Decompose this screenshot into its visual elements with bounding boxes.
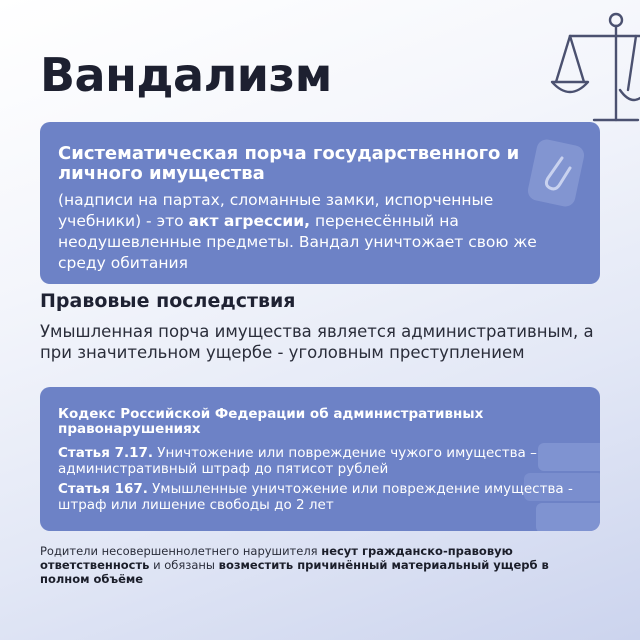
scales-icon: [548, 6, 640, 126]
code-heading: Кодекс Российской Федерации об административных правонарушениях: [58, 406, 484, 437]
article-item: Статья 7.17. Уничтожение или повреждение чужого имущества – административный штраф до пятисот рублей: [58, 445, 537, 477]
article-item: Статья 167. Умышленные уничтожение или повреждение имущества - штраф или лишение свободы до 2 лет: [58, 481, 573, 513]
definition-heading: Систематическая порча государственного и личного имущества: [58, 143, 520, 184]
parents-responsibility-note: Родители несовершеннолетнего нарушителя несут гражданско-правовую ответственность и обязаны возместить причинённый материальный ущерб в полном объёме: [40, 544, 549, 586]
code-card: [40, 387, 600, 531]
definition-card: [40, 122, 600, 284]
page-title: Вандализм: [40, 48, 332, 102]
definition-text: (надписи на партах, сломанные замки, испорченные учебники) - это акт агрессии, перенесённый на неодушевленные предметы. Вандал уничтожает свою же среду обитания: [58, 191, 537, 272]
legal-consequences-text: Умышленная порча имущества является административным, а при значительном ущербе - уголовным преступлением: [40, 322, 594, 362]
legal-consequences-heading: Правовые последствия: [40, 290, 296, 312]
aggression-emphasis: акт агрессии,: [188, 212, 311, 230]
